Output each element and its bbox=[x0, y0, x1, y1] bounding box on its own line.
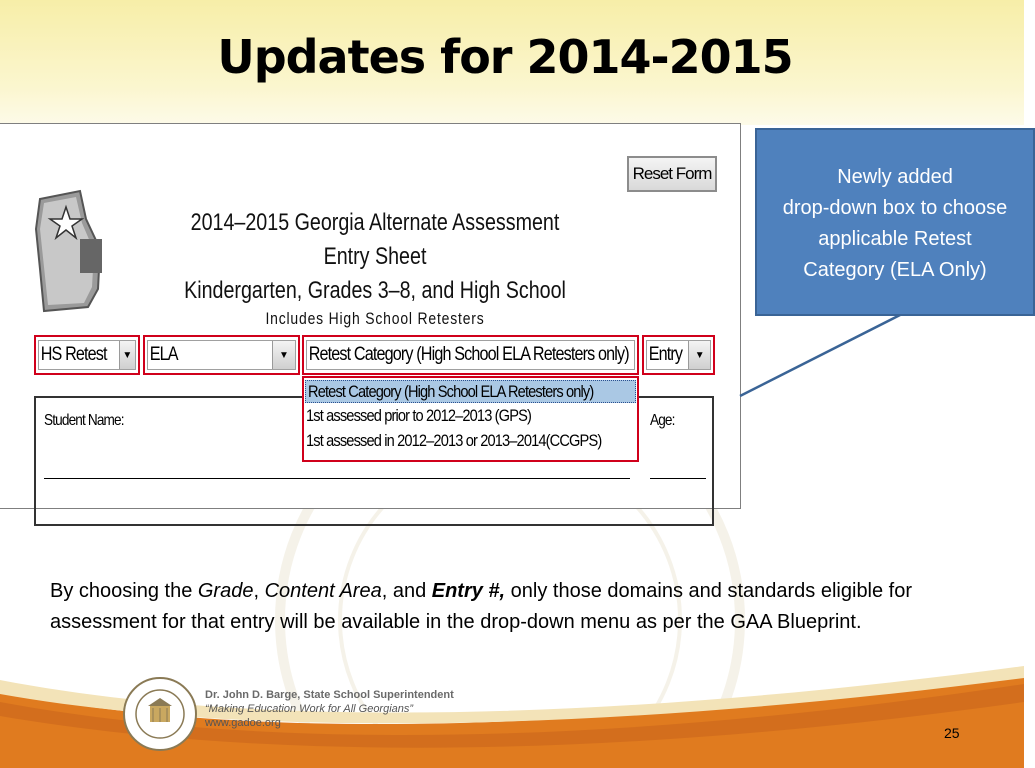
form-screenshot bbox=[0, 123, 741, 509]
website-link[interactable]: www.gadoe.org bbox=[205, 717, 281, 729]
entry-dropdown-value: Entry bbox=[648, 344, 683, 365]
retest-option[interactable]: 1st assessed prior to 2012–2013 (GPS) bbox=[306, 406, 531, 425]
retest-option[interactable]: Retest Category (High School ELA Retesters only) bbox=[305, 380, 636, 403]
page-number: 25 bbox=[944, 725, 960, 741]
retest-category-dropdown-value: Retest Category (High School ELA Retesters only) bbox=[308, 344, 629, 365]
chevron-down-icon[interactable]: ▼ bbox=[272, 341, 295, 369]
retest-category-dropdown[interactable] bbox=[302, 335, 639, 375]
entry-dropdown[interactable] bbox=[642, 335, 715, 375]
student-name-label: Student Name: bbox=[44, 412, 124, 429]
grade-dropdown-value: HS Retest bbox=[40, 344, 107, 365]
chevron-down-icon[interactable]: ▼ bbox=[688, 341, 710, 369]
content-area-dropdown[interactable] bbox=[143, 335, 300, 375]
reset-form-button[interactable]: Reset Form bbox=[627, 156, 717, 192]
georgia-state-logo-icon bbox=[30, 179, 112, 319]
age-label: Age: bbox=[650, 412, 675, 429]
grade-dropdown[interactable] bbox=[34, 335, 140, 375]
body-paragraph: By choosing the Grade, Content Area, and Entry #, only those domains and standards eligible for assessment for that entry will be available in the drop-down menu as per the GAA Blueprint. bbox=[50, 580, 913, 633]
retest-option[interactable]: 1st assessed in 2012–2013 or 2013–2014(CCGPS) bbox=[306, 431, 602, 450]
student-name-field[interactable] bbox=[44, 478, 630, 479]
entry-sheet-title bbox=[166, 206, 584, 330]
motto-text: “Making Education Work for All Georgians” bbox=[205, 703, 414, 715]
department-of-education-seal-icon bbox=[122, 676, 198, 752]
callout-box: Newly added drop-down box to choose applicable Retest Category (ELA Only) bbox=[755, 128, 1035, 316]
entry-sheet-title-line1: 2014–2015 Georgia Alternate Assessment Entry Sheet bbox=[190, 209, 560, 270]
entry-sheet-title-line2: Kindergarten, Grades 3–8, and High School bbox=[184, 277, 566, 304]
content-area-dropdown-value: ELA bbox=[149, 344, 178, 365]
footer-credits bbox=[205, 688, 454, 730]
age-field[interactable] bbox=[650, 478, 706, 479]
superintendent-text: Dr. John D. Barge, State School Superintendent bbox=[205, 689, 454, 701]
slide-title: Updates for 2014-2015 bbox=[217, 30, 793, 84]
entry-sheet-subtitle: Includes High School Retesters bbox=[265, 309, 485, 328]
chevron-down-icon[interactable]: ▼ bbox=[119, 341, 135, 369]
retest-category-options-list bbox=[302, 376, 639, 462]
